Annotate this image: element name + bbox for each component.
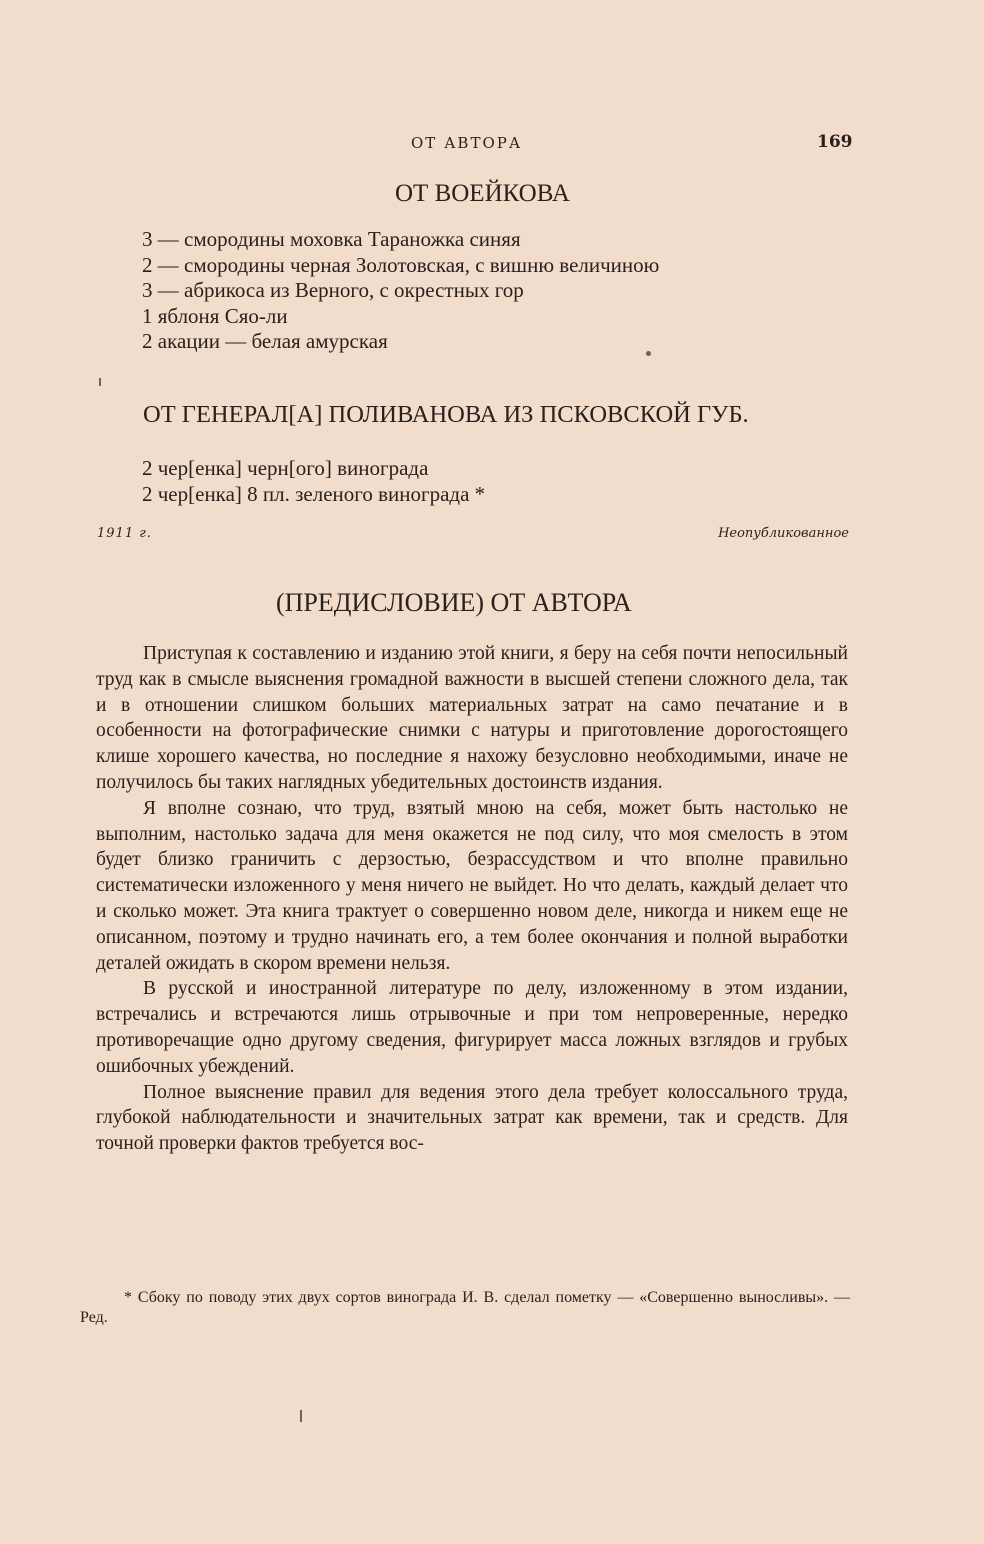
list-item: 2 акации — белая амурская <box>142 329 388 354</box>
polivanov-heading: ОТ ГЕНЕРАЛ[А] ПОЛИВАНОВА ИЗ ПСКОВСКОЙ ГУБ. <box>143 401 749 428</box>
paper-speck <box>646 351 651 356</box>
paragraph: В русской и иностранной литературе по делу, изложенному в этом издании, встречались и встречаются лишь отрывочные и при том непроверенные, нередко противоречащие одно другому сведения, фигурирует масса ложных взглядов и грубых ошибочных убеждений. <box>96 978 848 1077</box>
voeikov-list <box>142 227 659 355</box>
voeikov-heading: ОТ ВОЕЙКОВА <box>395 180 570 207</box>
list-item: 1 яблоня Сяо-ли <box>142 303 288 328</box>
publication-status: Неопубликованное <box>718 526 849 541</box>
paragraph: Полное выяснение правил для ведения этого дела требует колоссального труда, глубокой наблюдательности и значительных затрат как времени, так и средств. Для точной проверки фактов требуется вос- <box>96 1081 848 1155</box>
list-item: 3 — абрикоса из Верного, с окрестных гор <box>142 278 524 303</box>
list-item: 2 чер[енка] черн[ого] винограда <box>142 456 429 480</box>
running-title: ОТ АВТОРА <box>411 134 523 152</box>
page-number: 169 <box>817 132 853 152</box>
running-head <box>0 132 984 154</box>
paragraph: Приступая к составлению и изданию этой книги, я беру на себя почти непосильный труд как в смысле выяснения громадной важности в высшей степени сложного дела, так и в отношении слишком больших материальных затрат на само печатание и в особенности на фотографические снимки с натуры и приготовление дорогостоящего клише хорошего качества, но последние я нахожу безусловно необходимыми, иначе не получилось бы таких наглядных убедительных достоинств издания. <box>96 643 848 793</box>
paragraph: Я вполне сознаю, что труд, взятый мною на себя, может быть настолько не выполним, настолько задача для меня окажется не под силу, что моя смелость в этом будет близко граничить с дерзостью, безрассудством и что вполне правильно систематически изложенного у меня ничего не выйдет. Но что делать, каждый делает что и сколько может. Эта книга трактует о совершенно новом деле, никогда и никем еще не описанном, поэтому и трудно начинать его, а тем более окончания и полной выработки деталей ожидать в скором времени нельзя. <box>96 797 848 974</box>
list-item: 2 — смородины черная Золотовская, с вишню величиною <box>142 252 660 277</box>
paper-speck <box>300 1410 302 1422</box>
document-year: 1911 г. <box>97 526 152 541</box>
paper-speck <box>99 378 101 386</box>
footnote: * Сбоку по поводу этих двух сортов винограда И. В. сделал пометку — «Совершенно выносливы». — Ред. <box>80 1289 850 1326</box>
list-item: 3 — смородины моховка Тараножка синяя <box>142 227 521 251</box>
preface-heading: (ПРЕДИСЛОВИЕ) ОТ АВТОРА <box>276 588 632 617</box>
preface-body <box>96 641 848 1157</box>
list-item: 2 чер[енка] 8 пл. зеленого винограда * <box>142 481 486 506</box>
polivanov-list <box>142 456 485 507</box>
